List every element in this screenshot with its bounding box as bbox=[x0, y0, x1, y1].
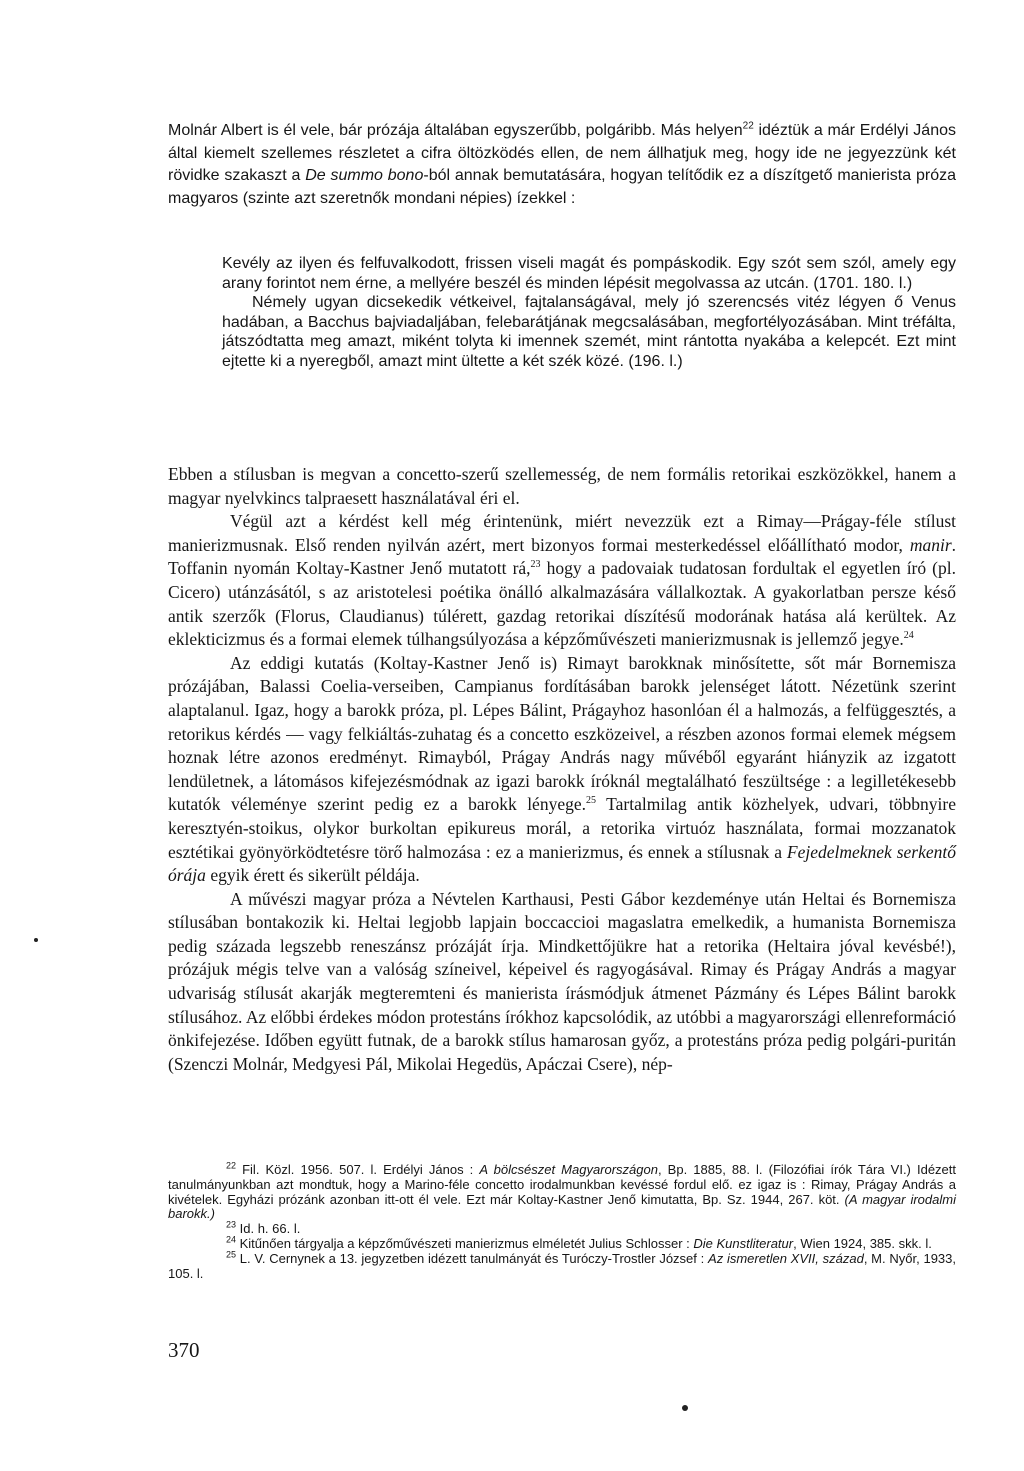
footnotes bbox=[168, 1160, 957, 1281]
footnote-24: $^{24}$ Kitűnően tárgyalja a képzőművészeti manierizmus elméletét Julius Schlosser : Die Kunstliteratur, Wien 1924, 385. skk. l. bbox=[226, 1234, 932, 1251]
block-quote bbox=[222, 254, 956, 371]
quote-paragraph-1: Kevély az ilyen és felfuvalkodott, frissen viseli magát és pompáskodik. Egy szót sem szól, amely egy arany forintot nem érne, a mellyére beszél és minden lépésit megolvassa az utcán. (1701. 180. l.) bbox=[222, 255, 956, 292]
main-text bbox=[168, 463, 956, 1076]
ink-speck bbox=[682, 1405, 688, 1411]
quote-paragraph-2: Némely ugyan dicsekedik vétkeivel, fajtalanságával, mely jó szerencsés vitéz légyen ő Venus hadában, a Bacchus bajviadaljában, felebarátjának megcsalásában, megfortélyozásában. Mint tréfálta, játszódtatta meg amazt, miként tolyta ki imennek szemét, mint rántotta nyakába a kelepcét. Ezt mint ejtette ki a nyeregből, amazt mint ültette a két szék közé. (196. l.) bbox=[222, 294, 956, 370]
paragraph-1: Ebben a stílusban is megvan a concetto-szerű szellemesség, de nem formális retorikai eszközökkel, hanem a magyar nyelvkincs talpraesett használatával éri el. bbox=[168, 464, 956, 508]
paragraph-4: A művészi magyar próza a Névtelen Karthausi, Pesti Gábor kezdeménye után Heltai és Bornemisza stílusában bontakozik ki. Heltai legjobb lapjain boccaccioi magaslatra emelkedik, a humanista Bornemisza pedig százada legszebb reneszánsz prózáját írja. Mindkettőjükre hat a retorika (Heltaira jóval kevésbé!), prózájuk mégis telve van a valóság színeivel, képeivel és ragyogásával. Rimay és Prágay András a magyar udvariság stílusát akarják megteremteni és manierista írásmódjuk átmenet Pázmány és Lépes Bálint barokk stílusához. Az előbbi érdekes módon protestáns írókhoz kapcsolódik, az utóbbi a magyarországi ellenreformáció önkifejezése. Időben együtt futnak, de a barokk stílus hamarosan győz, a protestáns próza pedig polgári-puritán (Szenczi Molnár, Medgyesi Pál, Mikolai Hegedüs, Apáczai Csere), nép- bbox=[168, 888, 956, 1074]
footnote-25: $^{25}$ L. V. Cernynek a 13. jegyzetben idézett tanulmányát és Turóczy-Trostler József : Az ismeretlen XVII, század, M. Nyőr, 1933, 105. l. bbox=[168, 1249, 957, 1281]
footnote-23: $^{23}$ Id. h. 66. l. bbox=[226, 1219, 301, 1237]
footnote-ref-23: 23 bbox=[530, 559, 541, 571]
footnote-22: $^{22}$ Fil. Közl. 1956. 507. l. Erdélyi János : A bölcsészet Magyarországon, Bp. 1885, 88. l. (Filozófiai írók Tára VI.) Idézett tanulmányunkban azt mondtuk, hogy a Marino-féle concetto irodalmunkban kevéssé fordul elő. ez igaz is : Rimay, Prágay András a kivételek. Egyházi prózánk azonban itt-ott él vele. Ezt már Koltay-Kastner Jenő kimutatta, Bp. Sz. 1944, 267. köt. (A magyar irodalmi barokk.) bbox=[168, 1160, 956, 1222]
footnote-ref-24: 24 bbox=[903, 630, 914, 642]
paragraph-2: Végül azt a kérdést kell még érintenünk, miért nevezzük ezt a Rimay—Prágay-féle stílust manierizmusnak. Első renden nyilván azért, mert bizonyos formai mesterkedéssel előállítható modor, manir. Toffanin nyomán Koltay-Kastner Jenő mutatott rá,$^{23}$ hogy a padovaiak tudatosan fordultak el egyetlen író (pl. Cicero) utánzásától, s az aristotelesi poétika önálló alkalmazására vállalkoztak. A gyakorlatban persze késő antik szerzők (Florus, Claudianus) túlérett, gazdag retorikai díszítésű modorának hatása alá kerültek. Az eklekticizmus és a formai elemek túlhangsúlyozása a képzőművészeti manierizmusnak is jellemző jegye.$^{24}$ bbox=[168, 511, 956, 650]
ink-speck bbox=[34, 938, 38, 942]
footnote-ref-22: 22 bbox=[742, 120, 754, 132]
page-number: 370 bbox=[168, 1338, 200, 1362]
paragraph-3: Az eddigi kutatás (Koltay-Kastner Jenő is) Rimayt barokknak minősítette, sőt már Bornemisza prózájában, Balassi Coelia-verseiben, Campianus fordításában barokk jelenséget látott. Nézetünk szerint alaptalanul. Igaz, hogy a barokk próza, pl. Lépes Bálint, Prágayhoz hasonlóan él a halmozás, a felfüggesztés, a retorikus kérdés — vagy felkiáltás-zuhatag és a concetto eszközeivel, a részben azonos formai elemek mégsem hoznak létre azonos eredményt. Rimayból, Prágay András nagy művéből egyaránt hiányzik az izgatott lendületnek, a látomásos kifejezésmódnak az igazi barokk íróknál megtalálható feszültsége : a legilletékesebb kutatók véleménye szerint pedig ez a barokk lényege.$^{25}$ Tartalmilag antik közhelyek, udvari, többnyire keresztyén-stoikus, olykor burkoltan epikureus morál, a retorika virtuóz használata, formai mozzanatok esztétikai gyönyörködtetésre törő halmozása : ez a manierizmus, és ennek a stílusnak a Fejedelmeknek serkentő órája egyik érett és sikerült példája. bbox=[168, 652, 956, 886]
footnote-ref-25: 25 bbox=[585, 795, 596, 807]
intro-paragraph: Molnár Albert is él vele, bár prózája általában egyszerűbb, polgáribb. Más helyen$^{22}$ idéztük a már Erdélyi János által kiemelt szellemes részletet a cifra öltözködés ellen, de nem állhatjuk meg, hogy ide ne jegyezzünk két rövidke szakaszt a De summo bono-ból annak bemutatására, hogyan telítődik ez a díszítgető manierista próza magyaros (szinte azt szeretnők mondani népies) ízekkel : bbox=[168, 120, 956, 207]
